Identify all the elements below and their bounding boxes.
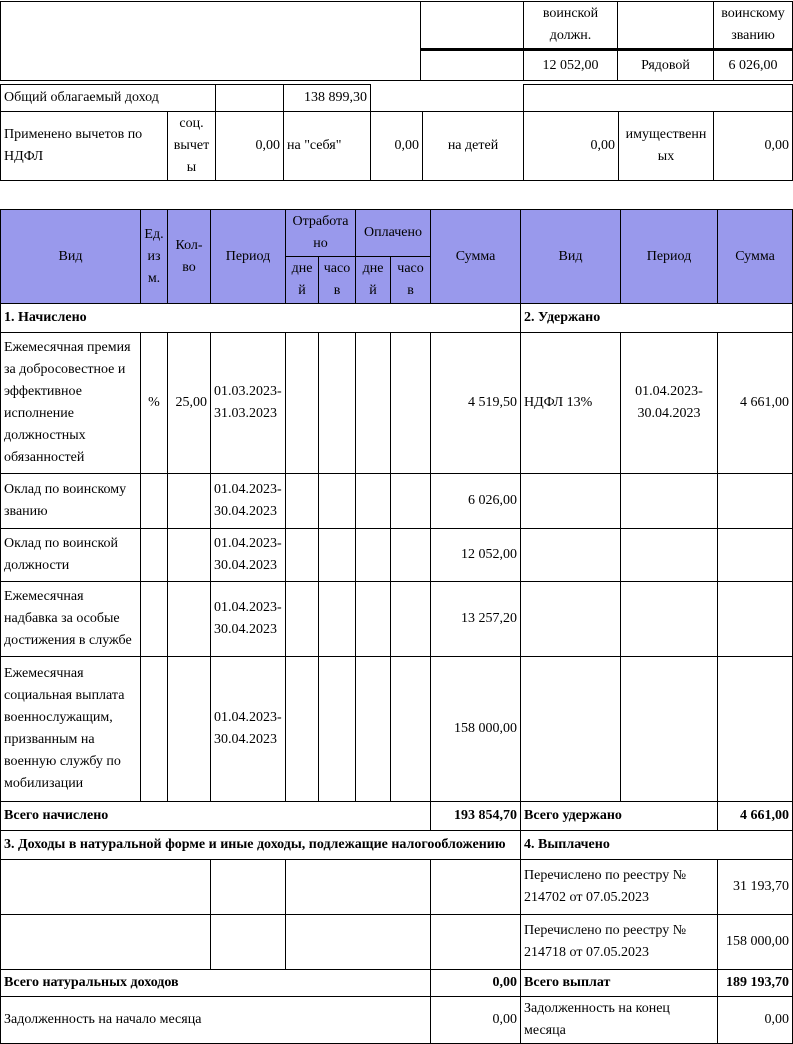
accrual-sum: 158 000,00 (431, 657, 521, 802)
withheld-period-empty (621, 474, 718, 529)
paid-hours-cell (391, 333, 431, 474)
salary-rate-table (0, 1, 793, 81)
header-qty: Кол-во (168, 210, 211, 304)
withheld-sum-empty (718, 474, 793, 529)
natural-vid-empty (1, 915, 211, 970)
header-period2: Период (621, 210, 718, 304)
children-deduction-label: на детей (423, 112, 524, 181)
deductions-label: Применено вычетов по НДФЛ (1, 112, 168, 181)
accrual-period: 01.03.2023-31.03.2023 (211, 333, 286, 474)
paid-total-label: Всего выплат (521, 970, 718, 997)
accrual-sum: 6 026,00 (431, 474, 521, 529)
position-salary-header: воинской должн. (524, 2, 618, 50)
accrual-sum: 4 519,50 (431, 333, 521, 474)
accrual-sum: 13 257,20 (431, 582, 521, 657)
accrual-unit (141, 474, 168, 529)
total-accrued-label: Всего начислено (1, 802, 431, 831)
worked-hours-cell (319, 474, 356, 529)
taxable-income-blank (216, 85, 284, 112)
withheld-vid: НДФЛ 13% (521, 333, 621, 474)
paid-days-cell (356, 474, 391, 529)
salary-col3-header (618, 2, 714, 50)
social-deduction-label: соц. вычеты (168, 112, 216, 181)
accruals-table (0, 209, 793, 1044)
accrual-row (1, 474, 793, 529)
header-paid-hours: часов (391, 257, 431, 304)
natural-sum-empty (431, 860, 521, 915)
withheld-sum-empty (718, 529, 793, 582)
worked-hours-cell (319, 529, 356, 582)
accrual-row (1, 529, 793, 582)
salary-col1-value (421, 50, 524, 81)
accrual-period: 01.04.2023-30.04.2023 (211, 582, 286, 657)
worked-days-cell (286, 529, 319, 582)
debt-start-label: Задолженность на начало месяца (1, 997, 431, 1044)
natural-hours-empty (286, 915, 431, 970)
accrual-row (1, 657, 793, 802)
self-deduction-value: 0,00 (371, 112, 423, 181)
section-accrued: 1. Начислено (1, 304, 521, 333)
salary-col1-header (421, 2, 524, 50)
payment-row (1, 860, 793, 915)
salary-blank-cell (1, 2, 421, 81)
social-deduction-value: 0,00 (216, 112, 284, 181)
accrual-unit (141, 582, 168, 657)
withheld-sum-empty (718, 657, 793, 802)
header-sum: Сумма (431, 210, 521, 304)
accrual-vid: Ежемесячная премия за добросовестное и эффективное исполнение должностных обязанностей (1, 333, 141, 474)
rank-salary-header: воинскому званию (714, 2, 793, 50)
property-deduction-value: 0,00 (714, 112, 793, 181)
header-worked: Отработано (286, 210, 356, 257)
header-vid2: Вид (521, 210, 621, 304)
withheld-vid-empty (521, 657, 621, 802)
paid-days-cell (356, 529, 391, 582)
rank-salary-value: 6 026,00 (714, 50, 793, 81)
withheld-period-empty (621, 657, 718, 802)
natural-vid-empty (1, 860, 211, 915)
accrual-qty (168, 582, 211, 657)
payment-sum: 158 000,00 (718, 915, 793, 970)
accrual-period: 01.04.2023-30.04.2023 (211, 529, 286, 582)
spacer-cell (371, 85, 524, 112)
total-withheld-label: Всего удержано (521, 802, 718, 831)
header-sum2: Сумма (718, 210, 793, 304)
natural-period-empty (211, 915, 286, 970)
natural-total-sum: 0,00 (431, 970, 521, 997)
self-deduction-label: на "себя" (284, 112, 371, 181)
header-worked-hours: часов (319, 257, 356, 304)
paid-hours-cell (391, 657, 431, 802)
section-natural-income: 3. Доходы в натуральной форме и иные доходы, подлежащие налогообложению (1, 831, 521, 860)
accrual-row (1, 582, 793, 657)
paid-days-cell (356, 333, 391, 474)
worked-hours-cell (319, 582, 356, 657)
position-salary-value: 12 052,00 (524, 50, 618, 81)
taxable-income-value: 138 899,30 (284, 85, 371, 112)
taxable-income-label: Общий облагаемый доход (1, 85, 216, 112)
accrual-qty (168, 474, 211, 529)
payment-row (1, 915, 793, 970)
total-accrued-sum: 193 854,70 (431, 802, 521, 831)
accrual-vid: Ежемесячная социальная выплата военнослужащим, призванным на военную службу по мобилизации (1, 657, 141, 802)
accrual-row (1, 333, 793, 474)
accrual-vid: Оклад по воинскому званию (1, 474, 141, 529)
payment-sum: 31 193,70 (718, 860, 793, 915)
header-vid: Вид (1, 210, 141, 304)
paid-days-cell (356, 582, 391, 657)
accrual-unit: % (141, 333, 168, 474)
natural-period-empty (211, 860, 286, 915)
section-withheld: 2. Удержано (521, 304, 793, 333)
total-withheld-sum: 4 661,00 (718, 802, 793, 831)
accrual-sum: 12 052,00 (431, 529, 521, 582)
withheld-vid-empty (521, 474, 621, 529)
withheld-vid-empty (521, 529, 621, 582)
header-period: Период (211, 210, 286, 304)
worked-hours-cell (319, 657, 356, 802)
worked-days-cell (286, 333, 319, 474)
children-deduction-value: 0,00 (524, 112, 619, 181)
header-paid-days: дней (356, 257, 391, 304)
natural-sum-empty (431, 915, 521, 970)
withheld-sum-empty (718, 582, 793, 657)
section-paid-out: 4. Выплачено (521, 831, 793, 860)
payment-label: Перечислено по реестру № 214718 от 07.05.2023 (521, 915, 718, 970)
worked-days-cell (286, 474, 319, 529)
header-paid: Оплачено (356, 210, 431, 257)
withheld-period-empty (621, 582, 718, 657)
paid-hours-cell (391, 474, 431, 529)
paid-total-sum: 189 193,70 (718, 970, 793, 997)
debt-end-label: Задолженность на конец месяца (521, 997, 718, 1044)
debt-end-sum: 0,00 (718, 997, 793, 1044)
worked-hours-cell (319, 333, 356, 474)
header-worked-days: дней (286, 257, 319, 304)
payment-label: Перечислено по реестру № 214702 от 07.05.2023 (521, 860, 718, 915)
worked-days-cell (286, 657, 319, 802)
accrual-period: 01.04.2023-30.04.2023 (211, 657, 286, 802)
accrual-period: 01.04.2023-30.04.2023 (211, 474, 286, 529)
withheld-period: 01.04.2023-30.04.2023 (621, 333, 718, 474)
accrual-unit (141, 529, 168, 582)
accrual-qty (168, 529, 211, 582)
accrual-qty: 25,00 (168, 333, 211, 474)
withheld-vid-empty (521, 582, 621, 657)
accrual-vid: Ежемесячная надбавка за особые достижения в службе (1, 582, 141, 657)
withheld-sum: 4 661,00 (718, 333, 793, 474)
accrual-vid: Оклад по воинской должности (1, 529, 141, 582)
paid-hours-cell (391, 529, 431, 582)
income-deductions-table (0, 84, 793, 181)
rank-name: Рядовой (618, 50, 714, 81)
paid-hours-cell (391, 582, 431, 657)
worked-days-cell (286, 582, 319, 657)
property-deduction-label: имущественных (619, 112, 714, 181)
taxable-income-right-blank (524, 85, 793, 112)
accrual-qty (168, 657, 211, 802)
header-unit: Ед. изм. (141, 210, 168, 304)
paid-days-cell (356, 657, 391, 802)
withheld-period-empty (621, 529, 718, 582)
natural-hours-empty (286, 860, 431, 915)
debt-start-sum: 0,00 (431, 997, 521, 1044)
natural-total-label: Всего натуральных доходов (1, 970, 431, 997)
payslip-document (0, 1, 792, 1038)
accrual-unit (141, 657, 168, 802)
